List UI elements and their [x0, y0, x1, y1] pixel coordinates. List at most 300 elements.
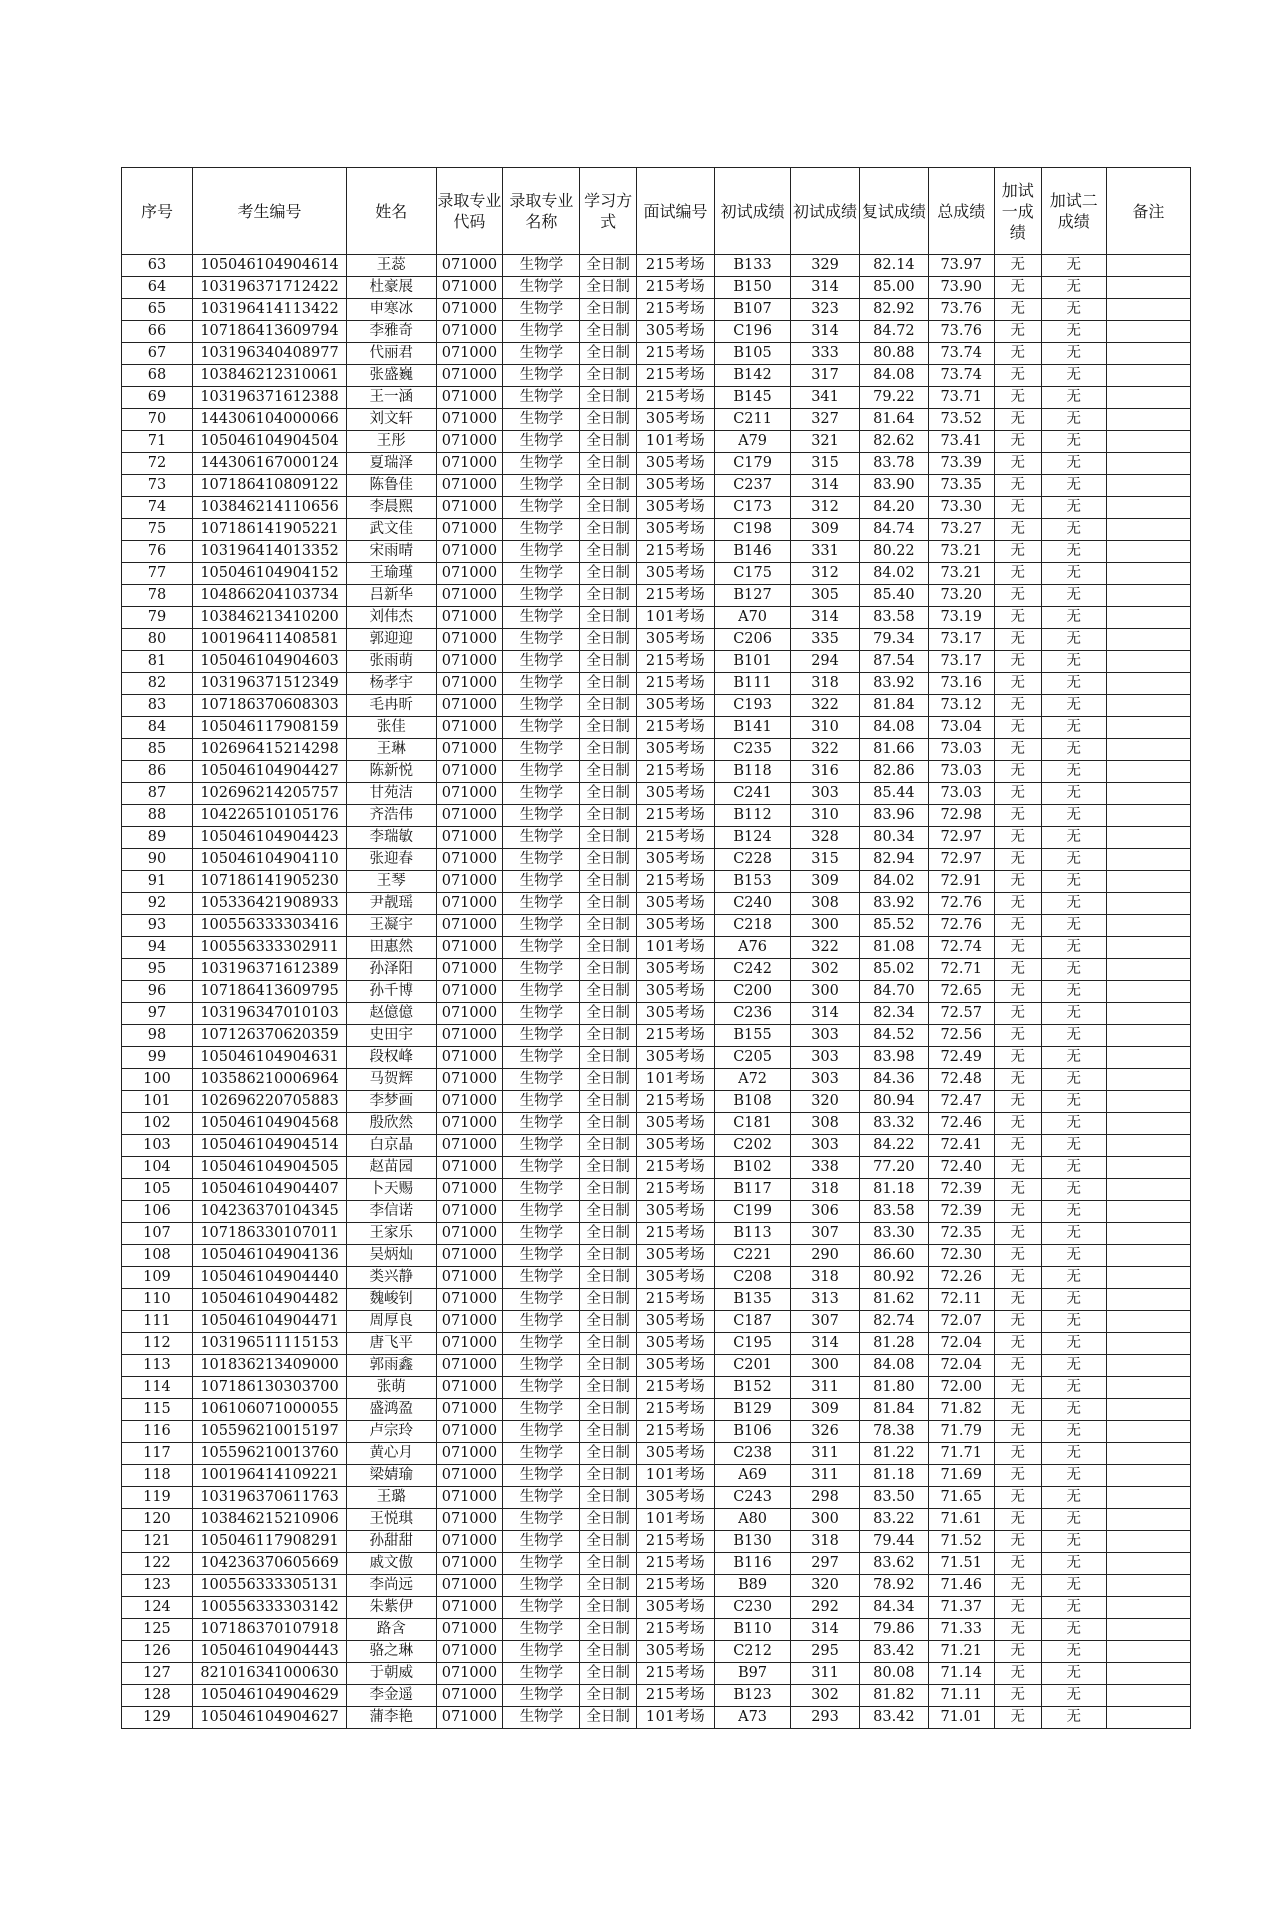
- cell-remark: [1106, 849, 1190, 871]
- cell-name: 蒲李艳: [347, 1707, 436, 1729]
- cell-retest-score: 81.28: [859, 1333, 928, 1355]
- cell-major-code: 071000: [436, 827, 503, 849]
- cell-prelim-score: 290: [791, 1245, 860, 1267]
- cell-interview-no: C240: [715, 893, 791, 915]
- cell-major-name: 生物学: [503, 1663, 580, 1685]
- cell-retest-score: 79.34: [859, 629, 928, 651]
- cell-major-name: 生物学: [503, 849, 580, 871]
- cell-remark: [1106, 1179, 1190, 1201]
- cell-major-name: 生物学: [503, 761, 580, 783]
- cell-retest-score: 84.34: [859, 1597, 928, 1619]
- cell-study-mode: 全日制: [580, 871, 637, 893]
- cell-seq: 102: [122, 1113, 193, 1135]
- cell-study-mode: 全日制: [580, 497, 637, 519]
- cell-prelim-score: 321: [791, 431, 860, 453]
- cell-extra1-score: 无: [994, 673, 1041, 695]
- cell-interview-no: C218: [715, 915, 791, 937]
- cell-extra1-score: 无: [994, 387, 1041, 409]
- cell-study-mode: 全日制: [580, 827, 637, 849]
- cell-remark: [1106, 453, 1190, 475]
- cell-total-score: 72.97: [928, 849, 994, 871]
- cell-extra2-score: 无: [1041, 343, 1106, 365]
- cell-extra1-score: 无: [994, 1399, 1041, 1421]
- cell-interview-no: B146: [715, 541, 791, 563]
- cell-major-code: 071000: [436, 585, 503, 607]
- cell-name: 黄心月: [347, 1443, 436, 1465]
- cell-study-mode: 全日制: [580, 695, 637, 717]
- cell-exam-id: 107186413609795: [192, 981, 346, 1003]
- cell-extra1-score: 无: [994, 1531, 1041, 1553]
- cell-remark: [1106, 1465, 1190, 1487]
- cell-major-name: 生物学: [503, 1069, 580, 1091]
- cell-name: 李瑞敏: [347, 827, 436, 849]
- table-row: [122, 805, 1191, 827]
- cell-retest-score: 80.92: [859, 1267, 928, 1289]
- cell-remark: [1106, 365, 1190, 387]
- cell-prelim-score: 306: [791, 1201, 860, 1223]
- cell-exam-id: 100196414109221: [192, 1465, 346, 1487]
- cell-remark: [1106, 387, 1190, 409]
- table-row: [122, 1223, 1191, 1245]
- cell-total-score: 73.17: [928, 651, 994, 673]
- cell-prelim-score: 322: [791, 695, 860, 717]
- cell-seq: 70: [122, 409, 193, 431]
- cell-name: 王琳: [347, 739, 436, 761]
- cell-interview-no: C198: [715, 519, 791, 541]
- cell-extra2-score: 无: [1041, 1663, 1106, 1685]
- cell-interview-room: 215考场: [636, 1399, 714, 1421]
- cell-interview-room: 305考场: [636, 959, 714, 981]
- cell-study-mode: 全日制: [580, 1399, 637, 1421]
- cell-major-code: 071000: [436, 321, 503, 343]
- cell-total-score: 72.56: [928, 1025, 994, 1047]
- cell-major-code: 071000: [436, 1641, 503, 1663]
- cell-name: 宋雨晴: [347, 541, 436, 563]
- table-row: [122, 1069, 1191, 1091]
- cell-exam-id: 105046104904110: [192, 849, 346, 871]
- cell-name: 李信诺: [347, 1201, 436, 1223]
- cell-interview-no: B155: [715, 1025, 791, 1047]
- cell-total-score: 71.79: [928, 1421, 994, 1443]
- cell-name: 孙泽阳: [347, 959, 436, 981]
- cell-major-name: 生物学: [503, 563, 580, 585]
- cell-retest-score: 82.14: [859, 255, 928, 277]
- cell-retest-score: 84.74: [859, 519, 928, 541]
- cell-remark: [1106, 1707, 1190, 1729]
- cell-study-mode: 全日制: [580, 1641, 637, 1663]
- cell-total-score: 73.35: [928, 475, 994, 497]
- cell-retest-score: 80.34: [859, 827, 928, 849]
- cell-study-mode: 全日制: [580, 673, 637, 695]
- cell-major-code: 071000: [436, 761, 503, 783]
- cell-major-code: 071000: [436, 915, 503, 937]
- cell-seq: 96: [122, 981, 193, 1003]
- cell-seq: 109: [122, 1267, 193, 1289]
- cell-study-mode: 全日制: [580, 321, 637, 343]
- cell-prelim-score: 307: [791, 1311, 860, 1333]
- cell-study-mode: 全日制: [580, 1003, 637, 1025]
- cell-name: 王彤: [347, 431, 436, 453]
- cell-seq: 92: [122, 893, 193, 915]
- cell-prelim-score: 326: [791, 1421, 860, 1443]
- cell-major-name: 生物学: [503, 1355, 580, 1377]
- cell-interview-no: B101: [715, 651, 791, 673]
- cell-extra2-score: 无: [1041, 519, 1106, 541]
- table-row: [122, 1641, 1191, 1663]
- cell-interview-room: 101考场: [636, 937, 714, 959]
- cell-interview-no: C202: [715, 1135, 791, 1157]
- cell-major-name: 生物学: [503, 1553, 580, 1575]
- cell-extra2-score: 无: [1041, 1135, 1106, 1157]
- cell-remark: [1106, 827, 1190, 849]
- cell-remark: [1106, 1685, 1190, 1707]
- cell-name: 魏峻钊: [347, 1289, 436, 1311]
- cell-extra2-score: 无: [1041, 365, 1106, 387]
- cell-extra2-score: 无: [1041, 321, 1106, 343]
- cell-name: 张雨萌: [347, 651, 436, 673]
- cell-seq: 127: [122, 1663, 193, 1685]
- cell-prelim-score: 329: [791, 255, 860, 277]
- cell-extra1-score: 无: [994, 409, 1041, 431]
- cell-exam-id: 103196371612389: [192, 959, 346, 981]
- cell-seq: 81: [122, 651, 193, 673]
- cell-interview-no: B117: [715, 1179, 791, 1201]
- cell-study-mode: 全日制: [580, 1179, 637, 1201]
- cell-total-score: 73.71: [928, 387, 994, 409]
- cell-extra1-score: 无: [994, 1685, 1041, 1707]
- cell-total-score: 72.65: [928, 981, 994, 1003]
- cell-retest-score: 84.72: [859, 321, 928, 343]
- cell-name: 吴炳灿: [347, 1245, 436, 1267]
- cell-interview-no: A69: [715, 1465, 791, 1487]
- cell-prelim-score: 328: [791, 827, 860, 849]
- cell-study-mode: 全日制: [580, 1311, 637, 1333]
- cell-exam-id: 103196414013352: [192, 541, 346, 563]
- cell-name: 王一涵: [347, 387, 436, 409]
- cell-total-score: 71.65: [928, 1487, 994, 1509]
- cell-interview-no: B141: [715, 717, 791, 739]
- table-row: [122, 783, 1191, 805]
- cell-remark: [1106, 629, 1190, 651]
- cell-study-mode: 全日制: [580, 453, 637, 475]
- cell-interview-no: A80: [715, 1509, 791, 1531]
- cell-name: 王悦琪: [347, 1509, 436, 1531]
- cell-retest-score: 85.02: [859, 959, 928, 981]
- cell-name: 朱紫伊: [347, 1597, 436, 1619]
- cell-retest-score: 85.52: [859, 915, 928, 937]
- cell-extra1-score: 无: [994, 805, 1041, 827]
- cell-interview-no: B130: [715, 1531, 791, 1553]
- table-row: [122, 453, 1191, 475]
- cell-total-score: 72.35: [928, 1223, 994, 1245]
- table-row: [122, 607, 1191, 629]
- table-row: [122, 893, 1191, 915]
- cell-extra2-score: 无: [1041, 1025, 1106, 1047]
- cell-prelim-score: 314: [791, 475, 860, 497]
- cell-extra1-score: 无: [994, 1619, 1041, 1641]
- cell-retest-score: 83.98: [859, 1047, 928, 1069]
- cell-study-mode: 全日制: [580, 1553, 637, 1575]
- cell-seq: 105: [122, 1179, 193, 1201]
- cell-exam-id: 100196411408581: [192, 629, 346, 651]
- cell-retest-score: 84.36: [859, 1069, 928, 1091]
- cell-study-mode: 全日制: [580, 1619, 637, 1641]
- cell-extra2-score: 无: [1041, 585, 1106, 607]
- cell-major-code: 071000: [436, 299, 503, 321]
- cell-interview-no: B133: [715, 255, 791, 277]
- cell-exam-id: 104236370605669: [192, 1553, 346, 1575]
- cell-exam-id: 105046104904136: [192, 1245, 346, 1267]
- cell-major-name: 生物学: [503, 717, 580, 739]
- cell-major-name: 生物学: [503, 387, 580, 409]
- cell-major-code: 071000: [436, 453, 503, 475]
- cell-extra2-score: 无: [1041, 1641, 1106, 1663]
- cell-extra1-score: 无: [994, 893, 1041, 915]
- cell-major-name: 生物学: [503, 805, 580, 827]
- cell-major-name: 生物学: [503, 695, 580, 717]
- cell-extra1-score: 无: [994, 1377, 1041, 1399]
- cell-remark: [1106, 409, 1190, 431]
- cell-extra2-score: 无: [1041, 1531, 1106, 1553]
- cell-remark: [1106, 563, 1190, 585]
- cell-major-name: 生物学: [503, 519, 580, 541]
- cell-prelim-score: 318: [791, 1179, 860, 1201]
- cell-exam-id: 107186410809122: [192, 475, 346, 497]
- cell-study-mode: 全日制: [580, 959, 637, 981]
- cell-name: 毛冉昕: [347, 695, 436, 717]
- cell-remark: [1106, 1025, 1190, 1047]
- cell-interview-no: A79: [715, 431, 791, 453]
- table-row: [122, 431, 1191, 453]
- cell-study-mode: 全日制: [580, 541, 637, 563]
- cell-prelim-score: 333: [791, 343, 860, 365]
- cell-seq: 73: [122, 475, 193, 497]
- cell-remark: [1106, 431, 1190, 453]
- cell-interview-room: 215考场: [636, 1685, 714, 1707]
- cell-name: 陈鲁佳: [347, 475, 436, 497]
- cell-major-code: 071000: [436, 849, 503, 871]
- cell-extra1-score: 无: [994, 519, 1041, 541]
- cell-interview-room: 215考场: [636, 1289, 714, 1311]
- cell-major-code: 071000: [436, 1223, 503, 1245]
- cell-seq: 67: [122, 343, 193, 365]
- cell-extra2-score: 无: [1041, 1377, 1106, 1399]
- cell-interview-room: 101考场: [636, 1069, 714, 1091]
- cell-retest-score: 86.60: [859, 1245, 928, 1267]
- cell-remark: [1106, 1289, 1190, 1311]
- cell-total-score: 71.82: [928, 1399, 994, 1421]
- cell-total-score: 71.69: [928, 1465, 994, 1487]
- cell-seq: 84: [122, 717, 193, 739]
- table-row: [122, 1685, 1191, 1707]
- cell-seq: 101: [122, 1091, 193, 1113]
- cell-study-mode: 全日制: [580, 1201, 637, 1223]
- cell-name: 盛鸿盈: [347, 1399, 436, 1421]
- cell-study-mode: 全日制: [580, 255, 637, 277]
- table-row: [122, 1597, 1191, 1619]
- cell-study-mode: 全日制: [580, 893, 637, 915]
- cell-exam-id: 107186141905221: [192, 519, 346, 541]
- cell-extra2-score: 无: [1041, 849, 1106, 871]
- cell-total-score: 72.07: [928, 1311, 994, 1333]
- cell-total-score: 72.41: [928, 1135, 994, 1157]
- cell-prelim-score: 313: [791, 1289, 860, 1311]
- cell-major-name: 生物学: [503, 981, 580, 1003]
- cell-exam-id: 100556333303416: [192, 915, 346, 937]
- cell-prelim-score: 314: [791, 321, 860, 343]
- cell-exam-id: 103846215210906: [192, 1509, 346, 1531]
- cell-seq: 88: [122, 805, 193, 827]
- cell-extra1-score: 无: [994, 1465, 1041, 1487]
- cell-extra2-score: 无: [1041, 1157, 1106, 1179]
- cell-remark: [1106, 871, 1190, 893]
- table-row: [122, 255, 1191, 277]
- cell-total-score: 72.49: [928, 1047, 994, 1069]
- cell-interview-no: B152: [715, 1377, 791, 1399]
- cell-remark: [1106, 343, 1190, 365]
- header-retest-score: 复试成绩: [859, 168, 928, 255]
- cell-total-score: 71.11: [928, 1685, 994, 1707]
- cell-exam-id: 105046104904427: [192, 761, 346, 783]
- cell-exam-id: 100556333303142: [192, 1597, 346, 1619]
- cell-interview-room: 215考场: [636, 1179, 714, 1201]
- cell-extra1-score: 无: [994, 1333, 1041, 1355]
- cell-prelim-score: 300: [791, 1355, 860, 1377]
- cell-seq: 66: [122, 321, 193, 343]
- cell-remark: [1106, 1509, 1190, 1531]
- cell-extra1-score: 无: [994, 1443, 1041, 1465]
- cell-exam-id: 105046104904482: [192, 1289, 346, 1311]
- cell-exam-id: 104236370104345: [192, 1201, 346, 1223]
- cell-prelim-score: 303: [791, 1047, 860, 1069]
- cell-interview-room: 215考场: [636, 343, 714, 365]
- cell-extra1-score: 无: [994, 981, 1041, 1003]
- cell-major-code: 071000: [436, 497, 503, 519]
- cell-study-mode: 全日制: [580, 431, 637, 453]
- cell-prelim-score: 315: [791, 849, 860, 871]
- cell-exam-id: 103196414113422: [192, 299, 346, 321]
- table-header: [122, 168, 1191, 255]
- cell-study-mode: 全日制: [580, 1091, 637, 1113]
- cell-interview-room: 101考场: [636, 607, 714, 629]
- cell-extra1-score: 无: [994, 783, 1041, 805]
- cell-interview-room: 305考场: [636, 453, 714, 475]
- cell-interview-room: 215考场: [636, 651, 714, 673]
- cell-interview-room: 215考场: [636, 1377, 714, 1399]
- cell-study-mode: 全日制: [580, 1509, 637, 1531]
- cell-total-score: 73.90: [928, 277, 994, 299]
- cell-interview-no: C205: [715, 1047, 791, 1069]
- cell-exam-id: 107186370107918: [192, 1619, 346, 1641]
- cell-major-name: 生物学: [503, 1091, 580, 1113]
- table-row: [122, 475, 1191, 497]
- cell-prelim-score: 308: [791, 1113, 860, 1135]
- cell-study-mode: 全日制: [580, 1267, 637, 1289]
- cell-interview-no: C235: [715, 739, 791, 761]
- cell-extra2-score: 无: [1041, 695, 1106, 717]
- table-row: [122, 1267, 1191, 1289]
- cell-extra1-score: 无: [994, 651, 1041, 673]
- cell-exam-id: 101836213409000: [192, 1355, 346, 1377]
- cell-retest-score: 83.50: [859, 1487, 928, 1509]
- cell-retest-score: 80.22: [859, 541, 928, 563]
- cell-major-name: 生物学: [503, 1201, 580, 1223]
- cell-name: 李晨熙: [347, 497, 436, 519]
- cell-prelim-score: 295: [791, 1641, 860, 1663]
- cell-remark: [1106, 805, 1190, 827]
- cell-extra2-score: 无: [1041, 1685, 1106, 1707]
- header-name: 姓名: [347, 168, 436, 255]
- cell-total-score: 71.61: [928, 1509, 994, 1531]
- cell-seq: 63: [122, 255, 193, 277]
- cell-remark: [1106, 585, 1190, 607]
- cell-extra2-score: 无: [1041, 607, 1106, 629]
- cell-seq: 106: [122, 1201, 193, 1223]
- cell-extra1-score: 无: [994, 1311, 1041, 1333]
- cell-interview-no: B108: [715, 1091, 791, 1113]
- cell-extra2-score: 无: [1041, 277, 1106, 299]
- cell-major-name: 生物学: [503, 409, 580, 431]
- cell-interview-room: 215考场: [636, 541, 714, 563]
- cell-study-mode: 全日制: [580, 343, 637, 365]
- cell-retest-score: 79.44: [859, 1531, 928, 1553]
- cell-prelim-score: 314: [791, 607, 860, 629]
- cell-name: 李尚远: [347, 1575, 436, 1597]
- cell-study-mode: 全日制: [580, 1047, 637, 1069]
- cell-extra1-score: 无: [994, 871, 1041, 893]
- cell-interview-no: B129: [715, 1399, 791, 1421]
- cell-prelim-score: 309: [791, 871, 860, 893]
- cell-major-code: 071000: [436, 387, 503, 409]
- cell-name: 白京晶: [347, 1135, 436, 1157]
- table-row: [122, 409, 1191, 431]
- table-body: [122, 255, 1191, 1729]
- table-row: [122, 629, 1191, 651]
- cell-seq: 85: [122, 739, 193, 761]
- cell-major-name: 生物学: [503, 1509, 580, 1531]
- cell-seq: 91: [122, 871, 193, 893]
- cell-interview-no: C187: [715, 1311, 791, 1333]
- cell-interview-room: 215考场: [636, 299, 714, 321]
- cell-extra1-score: 无: [994, 321, 1041, 343]
- cell-study-mode: 全日制: [580, 1707, 637, 1729]
- cell-major-code: 071000: [436, 1575, 503, 1597]
- cell-interview-room: 215考场: [636, 1421, 714, 1443]
- cell-total-score: 71.01: [928, 1707, 994, 1729]
- cell-interview-no: C196: [715, 321, 791, 343]
- cell-retest-score: 82.86: [859, 761, 928, 783]
- cell-seq: 77: [122, 563, 193, 585]
- cell-interview-room: 305考场: [636, 981, 714, 1003]
- cell-exam-id: 103196340408977: [192, 343, 346, 365]
- cell-major-code: 071000: [436, 1179, 503, 1201]
- cell-major-name: 生物学: [503, 365, 580, 387]
- cell-interview-room: 101考场: [636, 431, 714, 453]
- cell-seq: 103: [122, 1135, 193, 1157]
- cell-study-mode: 全日制: [580, 1597, 637, 1619]
- cell-interview-room: 305考场: [636, 409, 714, 431]
- cell-major-name: 生物学: [503, 1179, 580, 1201]
- cell-interview-room: 305考场: [636, 739, 714, 761]
- cell-extra1-score: 无: [994, 1245, 1041, 1267]
- cell-major-name: 生物学: [503, 277, 580, 299]
- cell-study-mode: 全日制: [580, 717, 637, 739]
- cell-extra2-score: 无: [1041, 673, 1106, 695]
- cell-retest-score: 83.92: [859, 673, 928, 695]
- cell-exam-id: 107186413609794: [192, 321, 346, 343]
- cell-interview-no: C241: [715, 783, 791, 805]
- cell-extra1-score: 无: [994, 1575, 1041, 1597]
